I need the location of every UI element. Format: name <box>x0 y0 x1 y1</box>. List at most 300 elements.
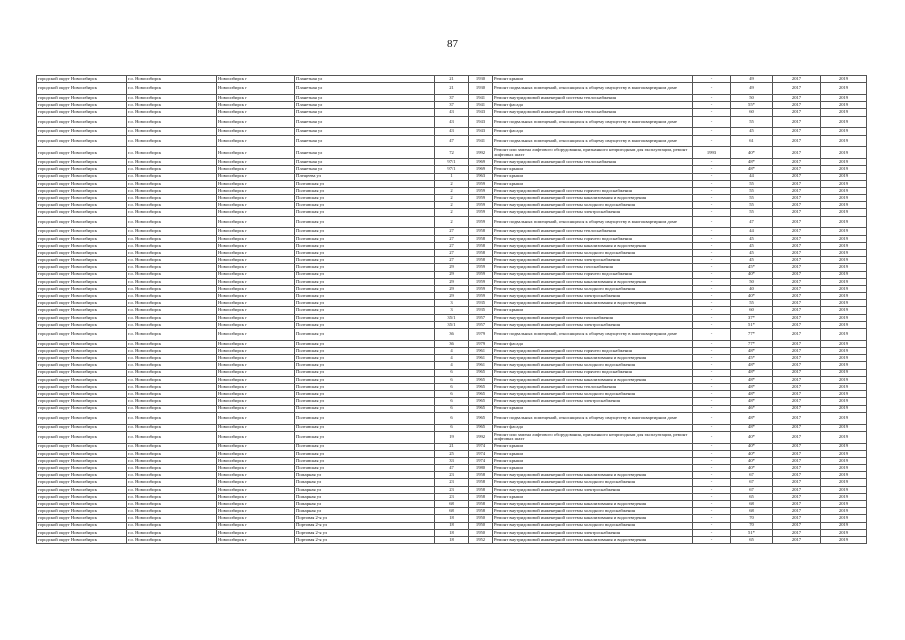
cell-end: 2019 <box>821 340 867 347</box>
cell-work: Ремонт фасада <box>493 340 693 347</box>
cell-house: 29 <box>435 278 469 285</box>
cell-settlement: г.о. Новосибирск <box>127 536 217 543</box>
cell-start: 2017 <box>773 529 821 536</box>
cell-locality: Новосибирск г <box>217 228 295 235</box>
cell-house: 36 <box>435 329 469 341</box>
cell-work: Ремонт фасада <box>493 128 693 135</box>
cell-locality: Новосибирск г <box>217 479 295 486</box>
cell-end: 2019 <box>821 135 867 147</box>
cell-house: 18 <box>435 529 469 536</box>
cell-municipality: городской округ Новосибирск <box>37 340 127 347</box>
cell-address: Планетная ул <box>295 116 435 128</box>
cell-cost-value: 45 <box>731 257 773 264</box>
cell-house: 27 <box>435 242 469 249</box>
cell-municipality: городской округ Новосибирск <box>37 94 127 101</box>
cell-cost-value: 70 <box>731 515 773 522</box>
cell-address: Пожарная ул <box>295 472 435 479</box>
cell-address: Полтавская ул <box>295 257 435 264</box>
cell-work: Ремонт крыши <box>493 450 693 457</box>
cell-year-built: 1965 <box>469 398 493 405</box>
cell-start: 2017 <box>773 321 821 328</box>
cell-address: Полтавская ул <box>295 249 435 256</box>
cell-municipality: городской округ Новосибирск <box>37 536 127 543</box>
cell-settlement: г.о. Новосибирск <box>127 405 217 412</box>
cell-municipality: городской округ Новосибирск <box>37 398 127 405</box>
cell-cost: - <box>693 159 731 166</box>
cell-address: Полтавская ул <box>295 314 435 321</box>
cell-year-built: 1941 <box>469 135 493 147</box>
cell-work: Ремонт внутридомовой инженерной системы теплоснабжения <box>493 94 693 101</box>
cell-cost-value: 45* <box>731 355 773 362</box>
cell-municipality: городской округ Новосибирск <box>37 109 127 116</box>
cell-cost-value: 51* <box>731 529 773 536</box>
cell-start: 2017 <box>773 348 821 355</box>
table-row <box>37 424 867 431</box>
cell-address: Полтавская ул <box>295 376 435 383</box>
cell-locality: Новосибирск г <box>217 450 295 457</box>
table-row <box>37 522 867 529</box>
cell-house: 18 <box>435 515 469 522</box>
cell-end: 2019 <box>821 465 867 472</box>
cell-locality: Новосибирск г <box>217 271 295 278</box>
cell-end: 2019 <box>821 314 867 321</box>
cell-cost: - <box>693 257 731 264</box>
cell-municipality: городской округ Новосибирск <box>37 285 127 292</box>
cell-cost-value: 40* <box>731 271 773 278</box>
cell-settlement: г.о. Новосибирск <box>127 398 217 405</box>
cell-address: Полтавская ул <box>295 271 435 278</box>
table-row <box>37 83 867 95</box>
cell-address: Полтавская ул <box>295 329 435 341</box>
cell-address: Полтавская ул <box>295 443 435 450</box>
cell-cost: - <box>693 216 731 228</box>
cell-cost-value: 55 <box>731 300 773 307</box>
cell-house: 18 <box>435 522 469 529</box>
cell-municipality: городской округ Новосибирск <box>37 522 127 529</box>
table-row <box>37 340 867 347</box>
cell-settlement: г.о. Новосибирск <box>127 235 217 242</box>
cell-start: 2017 <box>773 159 821 166</box>
cell-cost-value: 77* <box>731 340 773 347</box>
cell-locality: Новосибирск г <box>217 362 295 369</box>
cell-cost-value: 77* <box>731 329 773 341</box>
cell-year-built: 1965 <box>469 424 493 431</box>
table-row <box>37 391 867 398</box>
cell-settlement: г.о. Новосибирск <box>127 116 217 128</box>
cell-end: 2019 <box>821 383 867 390</box>
cell-house: 2 <box>435 195 469 202</box>
cell-municipality: городской округ Новосибирск <box>37 195 127 202</box>
table-row <box>37 300 867 307</box>
cell-municipality: городской округ Новосибирск <box>37 431 127 443</box>
cell-address: Пожарная ул <box>295 493 435 500</box>
cell-start: 2017 <box>773 314 821 321</box>
cell-municipality: городской округ Новосибирск <box>37 159 127 166</box>
cell-settlement: г.о. Новосибирск <box>127 102 217 109</box>
cell-work: Ремонт внутридомовой инженерной системы холодного водоснабжения <box>493 362 693 369</box>
cell-work: Ремонт крыши <box>493 493 693 500</box>
table-row <box>37 159 867 166</box>
cell-cost: - <box>693 501 731 508</box>
cell-municipality: городской округ Новосибирск <box>37 486 127 493</box>
cell-cost-value: 45 <box>731 235 773 242</box>
cell-settlement: г.о. Новосибирск <box>127 348 217 355</box>
cell-cost: - <box>693 362 731 369</box>
cell-address: Планетная ул <box>295 94 435 101</box>
cell-work: Ремонт подвальных помещений, относящихся к общему имуществу в многоквартирном доме <box>493 412 693 424</box>
cell-municipality: городской округ Новосибирск <box>37 457 127 464</box>
cell-locality: Новосибирск г <box>217 264 295 271</box>
cell-year-built: 1959 <box>469 264 493 271</box>
table-row <box>37 135 867 147</box>
cell-cost-value: 48* <box>731 424 773 431</box>
cell-end: 2019 <box>821 405 867 412</box>
cell-locality: Новосибирск г <box>217 76 295 83</box>
cell-year-built: 1958 <box>469 242 493 249</box>
table-row <box>37 228 867 235</box>
cell-cost: - <box>693 376 731 383</box>
cell-settlement: г.о. Новосибирск <box>127 515 217 522</box>
cell-settlement: г.о. Новосибирск <box>127 180 217 187</box>
cell-house: 2 <box>435 209 469 216</box>
cell-municipality: городской округ Новосибирск <box>37 235 127 242</box>
cell-work: Ремонт внутридомовой инженерной системы канализования и водоотведения <box>493 242 693 249</box>
cell-cost-value: 46* <box>731 405 773 412</box>
cell-work: Ремонт внутридомовой инженерной системы холодного водоснабжения <box>493 522 693 529</box>
cell-end: 2019 <box>821 486 867 493</box>
cell-address: Полтавская ул <box>295 307 435 314</box>
cell-cost-value: 48* <box>731 166 773 173</box>
cell-cost-value: 48* <box>731 383 773 390</box>
cell-house: 29 <box>435 285 469 292</box>
table-row <box>37 202 867 209</box>
cell-cost: - <box>693 529 731 536</box>
cell-cost: - <box>693 173 731 180</box>
cell-work: Ремонт подвальных помещений, относящихся к общему имуществу в многоквартирном доме <box>493 83 693 95</box>
cell-settlement: г.о. Новосибирск <box>127 147 217 159</box>
cell-address: Полтавская ул <box>295 398 435 405</box>
cell-municipality: городской округ Новосибирск <box>37 508 127 515</box>
cell-settlement: г.о. Новосибирск <box>127 329 217 341</box>
cell-locality: Новосибирск г <box>217 536 295 543</box>
cell-locality: Новосибирск г <box>217 249 295 256</box>
cell-settlement: г.о. Новосибирск <box>127 472 217 479</box>
table-row <box>37 376 867 383</box>
cell-year-built: 1935 <box>469 300 493 307</box>
cell-house: 37 <box>435 102 469 109</box>
cell-locality: Новосибирск г <box>217 278 295 285</box>
cell-year-built: 1965 <box>469 412 493 424</box>
cell-house: 68 <box>435 501 469 508</box>
cell-address: Полтавская ул <box>295 362 435 369</box>
cell-locality: Новосибирск г <box>217 257 295 264</box>
cell-address: Полтавская ул <box>295 424 435 431</box>
cell-settlement: г.о. Новосибирск <box>127 135 217 147</box>
cell-cost: - <box>693 369 731 376</box>
cell-cost: - <box>693 479 731 486</box>
cell-year-built: 1974 <box>469 443 493 450</box>
cell-year-built: 1980 <box>469 465 493 472</box>
cell-year-built: 1959 <box>469 278 493 285</box>
cell-work: Ремонт подвальных помещений, относящихся к общему имуществу в многоквартирном доме <box>493 329 693 341</box>
cell-settlement: г.о. Новосибирск <box>127 465 217 472</box>
cell-end: 2019 <box>821 293 867 300</box>
cell-work: Ремонт внутридомовой инженерной системы канализования и водоотведения <box>493 472 693 479</box>
cell-work: Ремонт крыши <box>493 457 693 464</box>
cell-start: 2017 <box>773 431 821 443</box>
cell-settlement: г.о. Новосибирск <box>127 242 217 249</box>
table-row <box>37 465 867 472</box>
cell-cost-value: 45 <box>731 242 773 249</box>
cell-cost-value: 45 <box>731 249 773 256</box>
cell-address: Полтавская ул <box>295 412 435 424</box>
cell-end: 2019 <box>821 501 867 508</box>
cell-locality: Новосибирск г <box>217 443 295 450</box>
cell-cost: - <box>693 450 731 457</box>
cell-end: 2019 <box>821 83 867 95</box>
cell-locality: Новосибирск г <box>217 83 295 95</box>
cell-house: 37 <box>435 94 469 101</box>
cell-address: Планетная ул <box>295 147 435 159</box>
cell-address: Полтавская ул <box>295 300 435 307</box>
cell-municipality: городской округ Новосибирск <box>37 405 127 412</box>
table-row <box>37 355 867 362</box>
cell-municipality: городской округ Новосибирск <box>37 465 127 472</box>
table-row <box>37 348 867 355</box>
cell-start: 2017 <box>773 166 821 173</box>
cell-cost: - <box>693 249 731 256</box>
cell-house: 18 <box>435 536 469 543</box>
cell-end: 2019 <box>821 76 867 83</box>
cell-end: 2019 <box>821 300 867 307</box>
cell-year-built: 1959 <box>469 271 493 278</box>
cell-house: 43 <box>435 116 469 128</box>
cell-cost-value: 48* <box>731 348 773 355</box>
cell-work: Ремонт фасада <box>493 102 693 109</box>
cell-address: Полтавская ул <box>295 405 435 412</box>
cell-address: Портовая 2-я ул <box>295 529 435 536</box>
cell-house: 6 <box>435 398 469 405</box>
cell-work: Ремонт фасада <box>493 424 693 431</box>
cell-work: Ремонт внутридомовой инженерной системы горячего водоснабжения <box>493 271 693 278</box>
cell-locality: Новосибирск г <box>217 515 295 522</box>
cell-cost: - <box>693 300 731 307</box>
cell-municipality: городской округ Новосибирск <box>37 271 127 278</box>
cell-house: 25 <box>435 450 469 457</box>
cell-cost: - <box>693 128 731 135</box>
cell-house: 6 <box>435 391 469 398</box>
table-row <box>37 479 867 486</box>
cell-end: 2019 <box>821 443 867 450</box>
cell-settlement: г.о. Новосибирск <box>127 355 217 362</box>
cell-address: Полтавская ул <box>295 180 435 187</box>
cell-cost: - <box>693 271 731 278</box>
cell-work: Ремонт внутридомовой инженерной системы горячего водоснабжения <box>493 369 693 376</box>
cell-start: 2017 <box>773 187 821 194</box>
cell-municipality: городской округ Новосибирск <box>37 147 127 159</box>
cell-work: Ремонт внутридомовой инженерной системы канализования и водоотведения <box>493 300 693 307</box>
cell-start: 2017 <box>773 355 821 362</box>
cell-start: 2017 <box>773 271 821 278</box>
cell-year-built: 1943 <box>469 128 493 135</box>
table-row <box>37 321 867 328</box>
cell-house: 21 <box>435 83 469 95</box>
cell-cost: - <box>693 94 731 101</box>
cell-year-built: 1952 <box>469 536 493 543</box>
cell-start: 2017 <box>773 135 821 147</box>
cell-work: Ремонт внутридомовой инженерной системы горячего водоснабжения <box>493 235 693 242</box>
cell-cost: - <box>693 443 731 450</box>
cell-municipality: городской округ Новосибирск <box>37 472 127 479</box>
cell-municipality: городской округ Новосибирск <box>37 412 127 424</box>
cell-municipality: городской округ Новосибирск <box>37 376 127 383</box>
cell-cost-value: 55 <box>731 202 773 209</box>
cell-start: 2017 <box>773 94 821 101</box>
cell-cost: - <box>693 522 731 529</box>
cell-start: 2017 <box>773 195 821 202</box>
cell-year-built: 1943 <box>469 109 493 116</box>
cell-house: 23 <box>435 493 469 500</box>
cell-address: Полтавская ул <box>295 228 435 235</box>
cell-year-built: 1941 <box>469 94 493 101</box>
cell-municipality: городской округ Новосибирск <box>37 293 127 300</box>
cell-locality: Новосибирск г <box>217 529 295 536</box>
cell-locality: Новосибирск г <box>217 321 295 328</box>
table-row <box>37 249 867 256</box>
cell-work: Ремонт крыши <box>493 76 693 83</box>
cell-locality: Новосибирск г <box>217 412 295 424</box>
table-row <box>37 314 867 321</box>
cell-cost: 1993 <box>693 147 731 159</box>
cell-cost: - <box>693 76 731 83</box>
cell-house: 33 <box>435 457 469 464</box>
cell-start: 2017 <box>773 391 821 398</box>
cell-house: 27 <box>435 249 469 256</box>
cell-start: 2017 <box>773 83 821 95</box>
cell-locality: Новосибирск г <box>217 94 295 101</box>
cell-municipality: городской округ Новосибирск <box>37 116 127 128</box>
cell-work: Ремонт или замена лифтового оборудования, признанного непригодным для эксплуатации, ремонт лифтовых шахт <box>493 147 693 159</box>
cell-house: 43 <box>435 109 469 116</box>
cell-work: Ремонт внутридомовой инженерной системы холодного водоснабжения <box>493 479 693 486</box>
cell-start: 2017 <box>773 116 821 128</box>
cell-end: 2019 <box>821 321 867 328</box>
cell-cost: - <box>693 424 731 431</box>
cell-cost-value: 60 <box>731 307 773 314</box>
cell-end: 2019 <box>821 209 867 216</box>
cell-cost: - <box>693 209 731 216</box>
cell-house: 6 <box>435 383 469 390</box>
cell-end: 2019 <box>821 159 867 166</box>
table-row <box>37 405 867 412</box>
cell-year-built: 1957 <box>469 314 493 321</box>
cell-settlement: г.о. Новосибирск <box>127 321 217 328</box>
cell-settlement: г.о. Новосибирск <box>127 216 217 228</box>
cell-cost-value: 48* <box>731 362 773 369</box>
cell-address: Полтавская ул <box>295 235 435 242</box>
table-row <box>37 195 867 202</box>
cell-locality: Новосибирск г <box>217 348 295 355</box>
cell-work: Ремонт внутридомовой инженерной системы горячего водоснабжения <box>493 187 693 194</box>
cell-cost: - <box>693 166 731 173</box>
cell-end: 2019 <box>821 116 867 128</box>
table-row <box>37 529 867 536</box>
cell-cost: - <box>693 235 731 242</box>
cell-start: 2017 <box>773 479 821 486</box>
cell-address: Планетная ул <box>295 109 435 116</box>
cell-year-built: 1958 <box>469 249 493 256</box>
cell-end: 2019 <box>821 493 867 500</box>
cell-municipality: городской округ Новосибирск <box>37 443 127 450</box>
cell-work: Ремонт внутридомовой инженерной системы газоснабжения <box>493 314 693 321</box>
cell-cost-value: 61 <box>731 135 773 147</box>
cell-end: 2019 <box>821 424 867 431</box>
cell-cost: - <box>693 465 731 472</box>
cell-municipality: городской округ Новосибирск <box>37 187 127 194</box>
cell-address: Полтавская ул <box>295 264 435 271</box>
cell-work: Ремонт внутридомовой инженерной системы теплоснабжения <box>493 383 693 390</box>
cell-locality: Новосибирск г <box>217 180 295 187</box>
cell-start: 2017 <box>773 216 821 228</box>
cell-house: 35/1 <box>435 321 469 328</box>
cell-address: Полтавская ул <box>295 187 435 194</box>
cell-municipality: городской округ Новосибирск <box>37 128 127 135</box>
cell-cost-value: 67 <box>731 472 773 479</box>
cell-year-built: 1974 <box>469 450 493 457</box>
table-row <box>37 264 867 271</box>
cell-cost-value: 67 <box>731 486 773 493</box>
cell-cost: - <box>693 83 731 95</box>
cell-cost: - <box>693 405 731 412</box>
cell-settlement: г.о. Новосибирск <box>127 202 217 209</box>
cell-settlement: г.о. Новосибирск <box>127 314 217 321</box>
cell-start: 2017 <box>773 147 821 159</box>
cell-start: 2017 <box>773 235 821 242</box>
cell-settlement: г.о. Новосибирск <box>127 529 217 536</box>
cell-end: 2019 <box>821 235 867 242</box>
cell-house: 27 <box>435 228 469 235</box>
cell-house: 72 <box>435 147 469 159</box>
cell-address: Планетная ул <box>295 102 435 109</box>
cell-start: 2017 <box>773 102 821 109</box>
cell-cost: - <box>693 285 731 292</box>
cell-cost-value: 45* <box>731 264 773 271</box>
cell-house: 35/1 <box>435 314 469 321</box>
cell-locality: Новосибирск г <box>217 431 295 443</box>
cell-settlement: г.о. Новосибирск <box>127 293 217 300</box>
cell-work: Ремонт внутридомовой инженерной системы теплоснабжения <box>493 228 693 235</box>
cell-house: 29 <box>435 264 469 271</box>
cell-settlement: г.о. Новосибирск <box>127 443 217 450</box>
cell-year-built: 1959 <box>469 216 493 228</box>
cell-locality: Новосибирск г <box>217 135 295 147</box>
cell-settlement: г.о. Новосибирск <box>127 173 217 180</box>
cell-cost: - <box>693 314 731 321</box>
cell-municipality: городской округ Новосибирск <box>37 249 127 256</box>
cell-cost-value: 40* <box>731 431 773 443</box>
cell-settlement: г.о. Новосибирск <box>127 522 217 529</box>
cell-cost-value: 40* <box>731 293 773 300</box>
cell-work: Ремонт внутридомовой инженерной системы холодного водоснабжения <box>493 508 693 515</box>
cell-start: 2017 <box>773 398 821 405</box>
cell-cost: - <box>693 264 731 271</box>
cell-start: 2017 <box>773 257 821 264</box>
cell-cost: - <box>693 391 731 398</box>
table-row <box>37 242 867 249</box>
cell-settlement: г.о. Новосибирск <box>127 383 217 390</box>
table-row <box>37 383 867 390</box>
cell-locality: Новосибирск г <box>217 493 295 500</box>
